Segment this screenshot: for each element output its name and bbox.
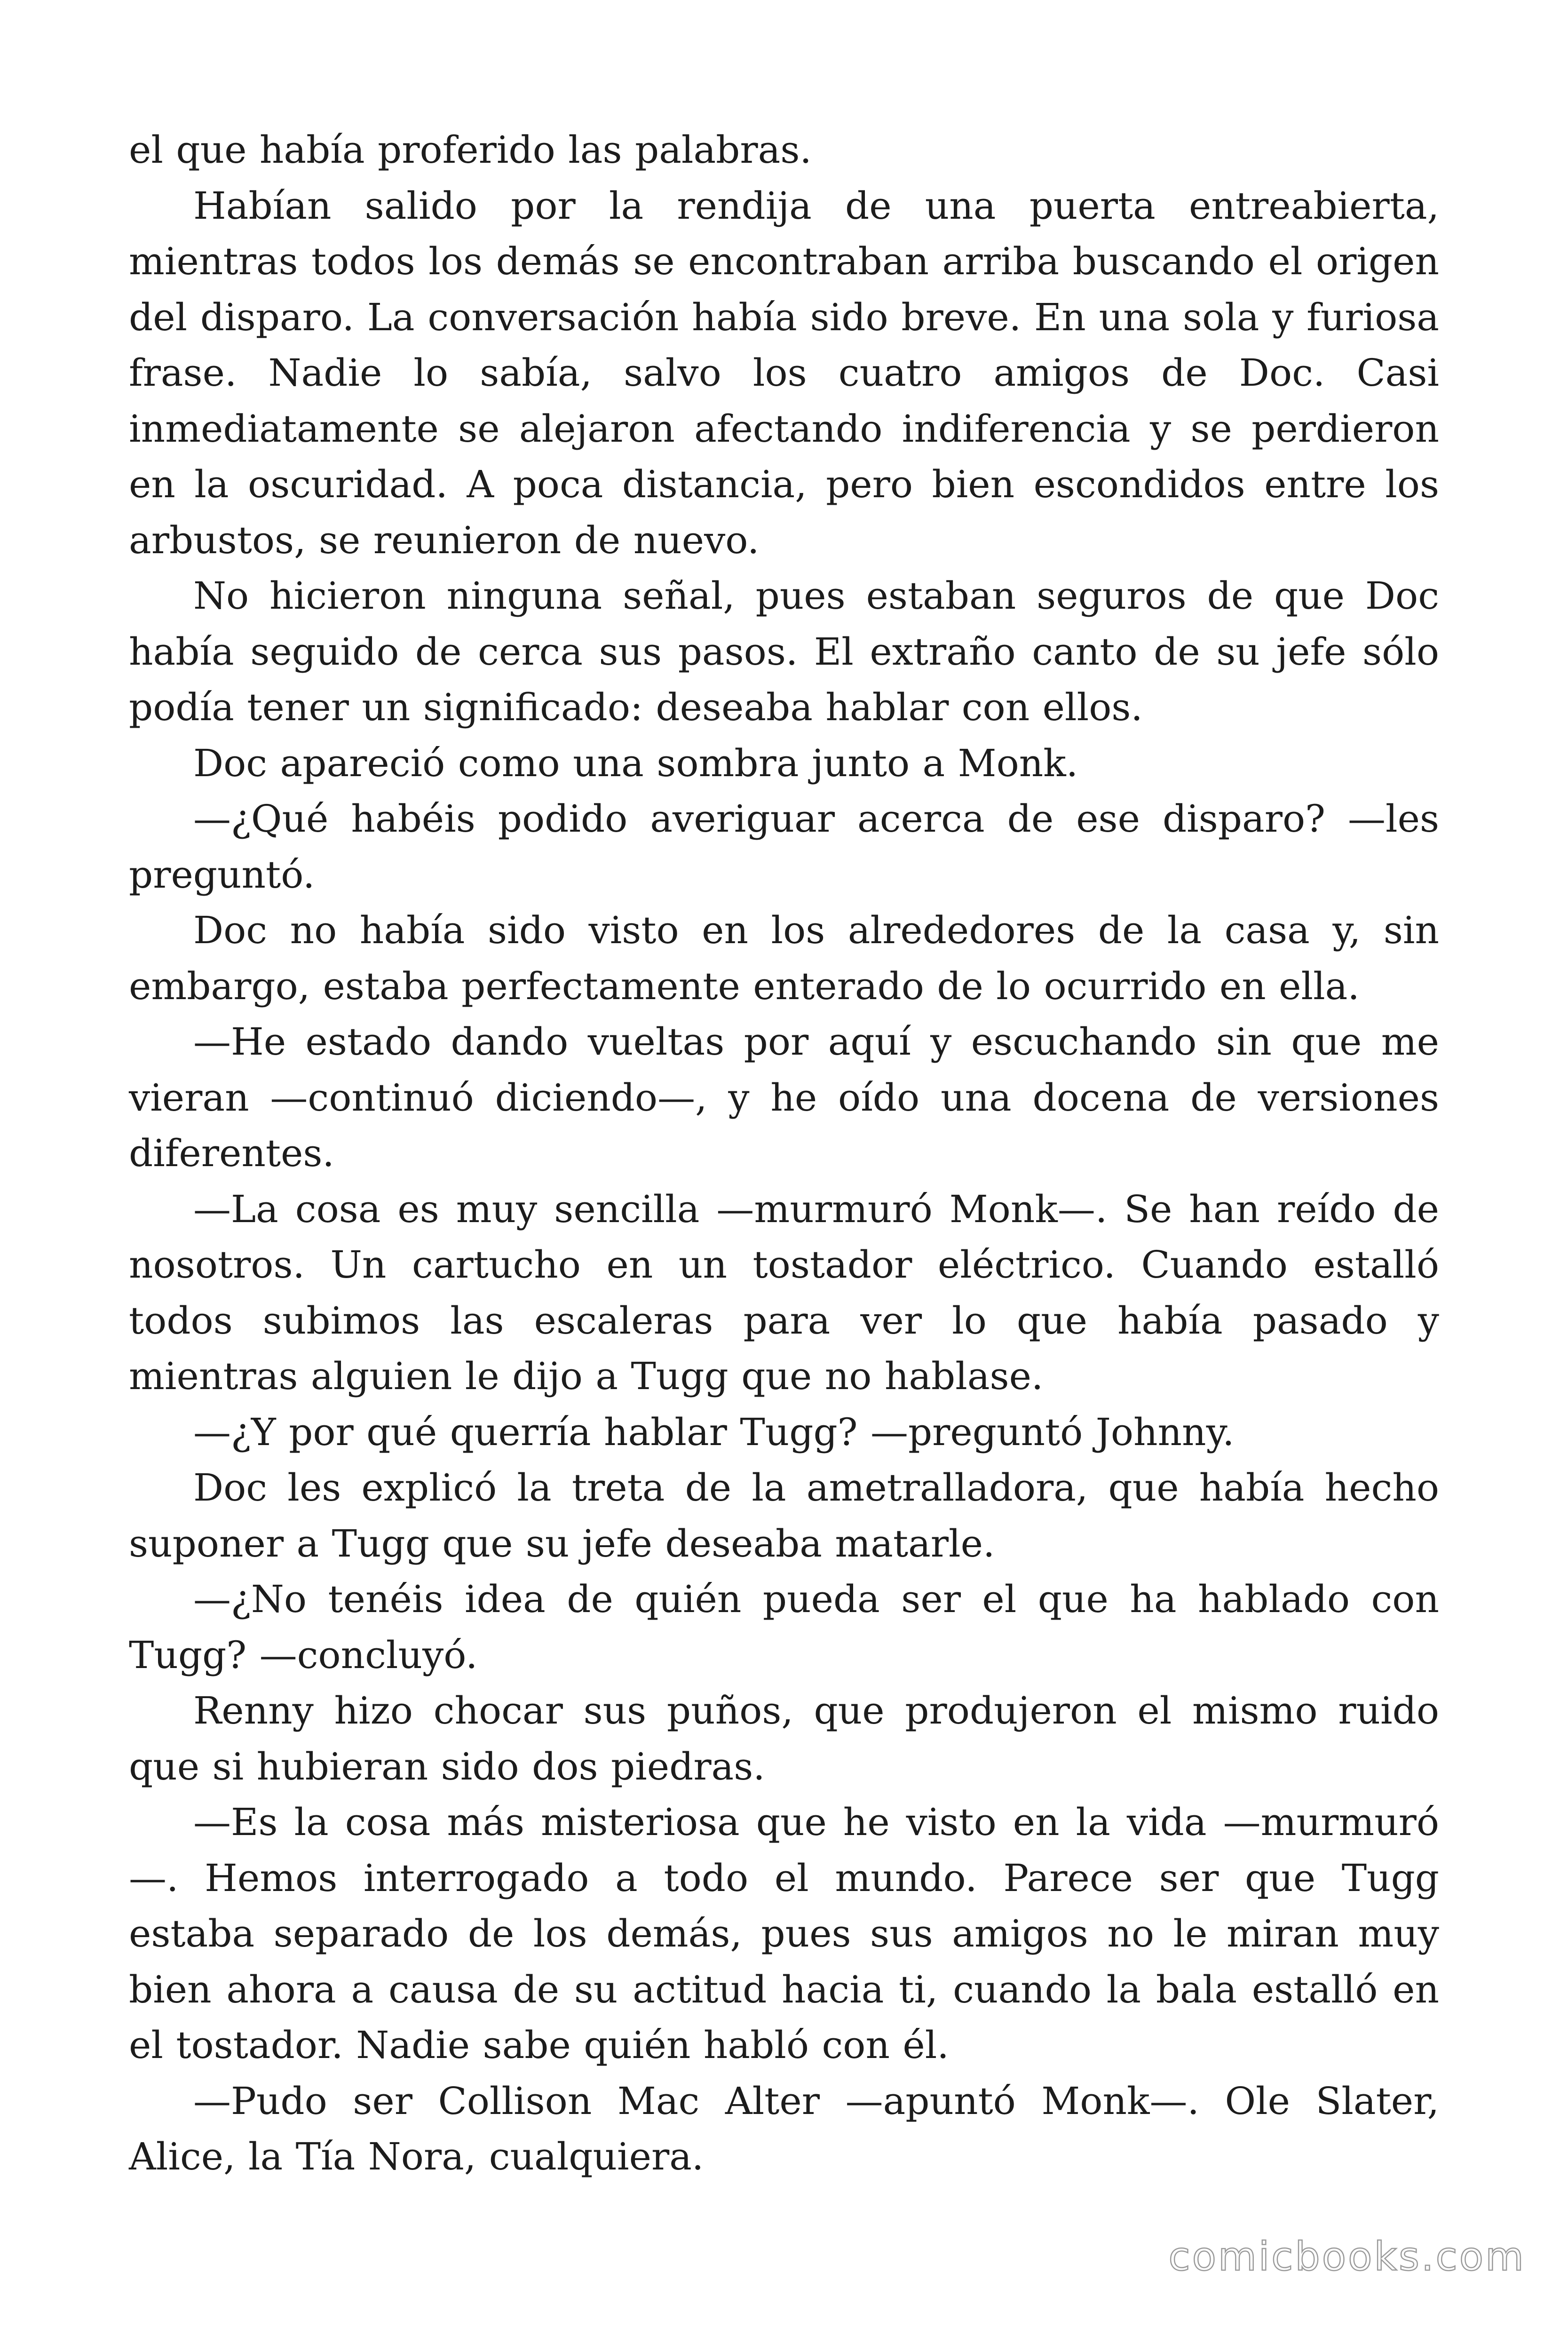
paragraph-8: —La cosa es muy sencilla —murmuró Monk—. Se han reído de nosotros. Un cartucho en un tostador eléctrico. Cuando estalló todos subimos las escaleras para ver lo que había pasado y mientras alguien le dijo a Tugg que no hablase. (129, 1187, 1439, 1398)
paragraph-6: Doc no había sido visto en los alrededores de la casa y, sin embargo, estaba perfectamente enterado de lo ocurrido en ella. (129, 908, 1439, 1008)
paragraph-2: Habían salido por la rendija de una puerta entreabierta, mientras todos los demás se encontraban arriba buscando el origen del disparo. La conversación había sido breve. En una sola y furiosa frase. Nadie lo sabía, salvo los cuatro amigos de Doc. Casi inmediatamente se alejaron afectando indiferencia y se perdieron en la oscuridad. A poca distancia, pero bien escondidos entre los arbustos, se reunieron de nuevo. (129, 183, 1439, 562)
book-page-text (129, 122, 1439, 2185)
paragraph-7: —He estado dando vueltas por aquí y escuchando sin que me vieran —continuó diciendo—, y he oído una docena de versiones diferentes. (129, 1020, 1439, 1175)
paragraph-14: —Pudo ser Collison Mac Alter —apuntó Monk—. Ole Slater, Alice, la Tía Nora, cualquiera. (129, 2079, 1439, 2178)
paragraph-12: Renny hizo chocar sus puños, que produjeron el mismo ruido que si hubieran sido dos piedras. (129, 1689, 1439, 1788)
paragraph-11: —¿No tenéis idea de quién pueda ser el que ha hablado con Tugg? —concluyó. (129, 1577, 1439, 1677)
paragraph-3: No hicieron ninguna señal, pues estaban seguros de que Doc había seguido de cerca sus pasos. El extraño canto de su jefe sólo podía tener un significado: deseaba hablar con ellos. (129, 574, 1439, 729)
paragraph-10: Doc les explicó la treta de la ametralladora, que había hecho suponer a Tugg que su jefe deseaba matarle. (129, 1466, 1439, 1565)
paragraph-5: —¿Qué habéis podido averiguar acerca de ese disparo? —les preguntó. (129, 797, 1439, 897)
watermark-text: comicbooks.com (1168, 2233, 1526, 2280)
paragraph-4: Doc apareció como una sombra junto a Monk. (193, 741, 1078, 785)
paragraph-13: —Es la cosa más misteriosa que he visto en la vida —murmuró —. Hemos interrogado a todo el mundo. Parece ser que Tugg estaba separado de los demás, pues sus amigos no le miran muy bien ahora a causa de su actitud hacia ti, cuando la bala estalló en el tostador. Nadie sabe quién habló con él. (129, 1800, 1439, 2067)
paragraph-9: —¿Y por qué querría hablar Tugg? —preguntó Johnny. (193, 1410, 1235, 1454)
paragraph-1: el que había proferido las palabras. (129, 128, 812, 172)
